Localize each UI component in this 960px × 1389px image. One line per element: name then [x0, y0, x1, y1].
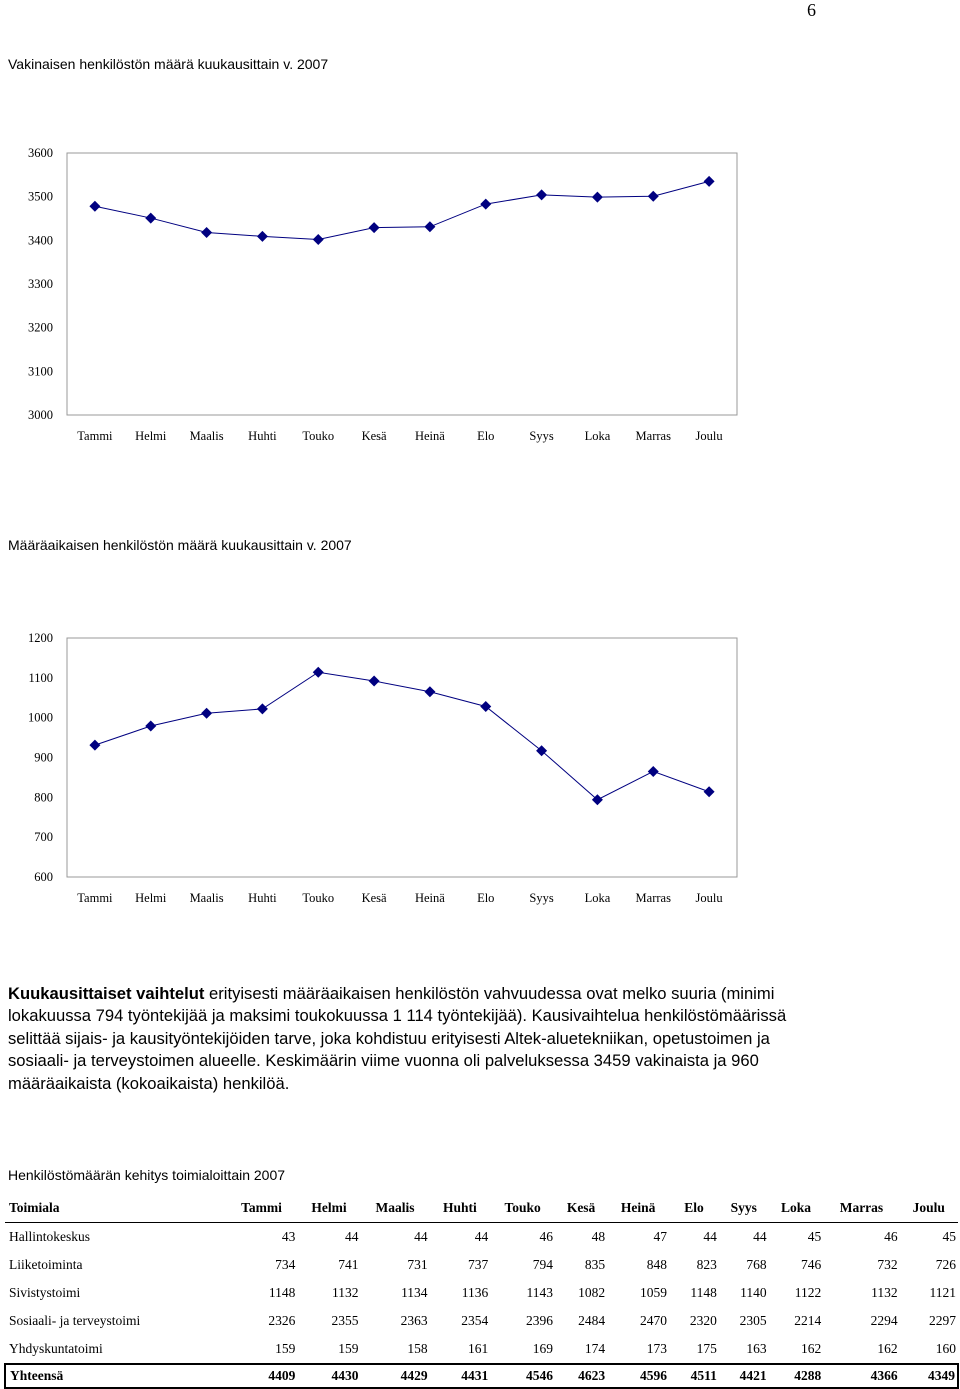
total-cell: 4431	[461, 1368, 489, 1383]
x-tick-label: Kesä	[361, 429, 387, 443]
table-cell: 746	[801, 1257, 822, 1272]
x-tick-label: Heinä	[414, 429, 445, 443]
col-header-month: Kesä	[566, 1200, 596, 1215]
page-number: 6	[807, 0, 816, 20]
table-cell: 794	[532, 1257, 553, 1272]
col-header-month: Tammi	[241, 1200, 282, 1215]
col-header-month: Heinä	[620, 1200, 656, 1215]
y-tick-label: 3000	[28, 408, 53, 422]
x-tick-label: Touko	[302, 891, 335, 905]
y-tick-label: 800	[34, 790, 53, 805]
x-tick-label: Marras	[635, 429, 671, 443]
table-cell: 174	[584, 1341, 606, 1356]
table-cell: 48	[591, 1229, 606, 1244]
y-tick-label: 1000	[28, 710, 53, 725]
table-cell: 44	[753, 1229, 767, 1244]
table-cell: 1148	[690, 1285, 717, 1300]
plot-area	[67, 153, 737, 415]
temporary-staff-line-chart	[0, 626, 760, 918]
total-cell: 4429	[400, 1368, 428, 1383]
table-cell: 173	[646, 1341, 668, 1356]
col-header-month: Joulu	[912, 1200, 945, 1215]
table-cell: 44	[414, 1229, 428, 1244]
row-label: Sivistystoimi	[9, 1285, 81, 1300]
y-tick-label: 1100	[28, 670, 53, 685]
total-cell: 4546	[525, 1368, 553, 1383]
table-cell: 1121	[929, 1285, 956, 1300]
y-tick-label: 3500	[28, 189, 53, 204]
x-tick-label: Joulu	[695, 891, 723, 905]
table-cell: 2363	[400, 1313, 428, 1328]
table-cell: 2326	[268, 1313, 296, 1328]
table-cell: 2470	[640, 1313, 668, 1328]
table-cell: 2484	[578, 1313, 606, 1328]
total-cell: 4288	[794, 1368, 822, 1383]
table-cell: 732	[877, 1257, 898, 1272]
y-tick-label: 3600	[28, 146, 53, 160]
total-label: Yhteensä	[10, 1368, 64, 1383]
table-cell: 175	[696, 1341, 717, 1356]
y-tick-label: 3100	[28, 364, 53, 379]
table-cell: 46	[884, 1229, 898, 1244]
table-cell: 835	[584, 1257, 606, 1272]
x-tick-label: Maalis	[189, 891, 224, 905]
table-cell: 159	[338, 1341, 359, 1356]
table-title: Henkilöstömäärän kehitys toimialoittain 2007	[8, 1167, 286, 1183]
plot-area	[67, 638, 737, 877]
chart-title-temporary: Määräaikaisen henkilöstön määrä kuukausittain v. 2007	[8, 537, 352, 553]
personnel-by-sector-table	[4, 1194, 959, 1389]
x-tick-label: Syys	[529, 891, 554, 905]
table-cell: 2355	[331, 1313, 359, 1328]
col-header-month: Maalis	[375, 1200, 415, 1215]
table-cell: 1140	[740, 1285, 767, 1300]
x-tick-label: Maalis	[189, 429, 224, 443]
col-header-month: Huhti	[443, 1200, 477, 1215]
x-tick-label: Heinä	[414, 891, 445, 905]
row-label: Liiketoiminta	[9, 1257, 83, 1272]
table-row	[5, 1223, 958, 1252]
table-cell: 726	[935, 1257, 956, 1272]
y-tick-label: 3300	[28, 277, 53, 291]
table-cell: 47	[653, 1229, 668, 1244]
body-rest: erityisesti määräaikaisen henkilöstön vahvuudessa ovat melko suuria (minimi lokakuussa 794 työntekijää ja maksimi toukokuussa 1 114 työntekijää). Kausivaihtelua henkilöstömäärissä selittää sijais- ja kausityöntekijöiden tarve, joka kohdistuu erityisesti Altek-aluetekniikan, opetustoimen ja sosiaali- ja terveystoimen alueelle. Keskimäärin viime vuonna oli palveluksessa 3459 vakinaista ja 960 määräaikaista (kokoaikaista) henkilöä.	[8, 984, 787, 1093]
table-cell: 1143	[526, 1285, 553, 1300]
y-tick-label: 3200	[28, 320, 53, 335]
table-cell: 44	[474, 1229, 489, 1244]
table-cell: 2320	[689, 1313, 717, 1328]
total-cell: 4623	[578, 1368, 606, 1383]
table-cell: 160	[935, 1341, 956, 1356]
row-label: Yhdyskuntatoimi	[9, 1341, 103, 1356]
table-cell: 2305	[739, 1313, 767, 1328]
table-cell: 823	[696, 1257, 717, 1272]
table-cell: 2297	[929, 1313, 956, 1328]
x-tick-label: Huhti	[248, 429, 277, 443]
y-tick-label: 3400	[28, 233, 53, 248]
permanent-staff-line-chart	[0, 140, 760, 450]
table-cell: 768	[746, 1257, 767, 1272]
table-cell: 731	[407, 1257, 428, 1272]
table-cell: 1122	[794, 1285, 822, 1300]
x-tick-label: Helmi	[135, 891, 167, 905]
table-cell: 2294	[870, 1313, 898, 1328]
chart-title-permanent: Vakinaisen henkilöstön määrä kuukausittain v. 2007	[8, 56, 329, 72]
x-tick-label: Helmi	[135, 429, 167, 443]
x-tick-label: Syys	[529, 429, 554, 443]
table-cell: 162	[801, 1341, 822, 1356]
total-cell: 4349	[928, 1368, 955, 1383]
total-cell: 4421	[739, 1368, 767, 1383]
total-cell: 4409	[268, 1368, 296, 1383]
x-tick-label: Marras	[635, 891, 671, 905]
col-header-month: Loka	[780, 1200, 811, 1215]
table-row	[5, 1335, 958, 1364]
y-tick-label: 900	[34, 750, 53, 765]
x-tick-label: Joulu	[695, 429, 723, 443]
body-paragraph	[8, 983, 820, 1095]
table-cell: 1132	[871, 1285, 898, 1300]
table-cell: 1132	[331, 1285, 359, 1300]
x-tick-label: Elo	[477, 891, 495, 905]
table-cell: 737	[467, 1257, 489, 1272]
table-cell: 2396	[525, 1313, 553, 1328]
x-tick-label: Tammi	[77, 891, 113, 905]
table-row	[5, 1251, 958, 1279]
table-row	[5, 1279, 958, 1307]
table-cell: 43	[281, 1229, 296, 1244]
table-cell: 1134	[401, 1285, 428, 1300]
table-cell: 848	[646, 1257, 668, 1272]
x-tick-label: Loka	[584, 429, 611, 443]
table-cell: 1082	[578, 1285, 606, 1300]
col-header-month: Elo	[684, 1200, 704, 1215]
x-tick-label: Touko	[302, 429, 335, 443]
col-header-sector: Toimiala	[9, 1200, 60, 1215]
table-cell: 161	[467, 1341, 489, 1356]
table-cell: 1059	[640, 1285, 668, 1300]
table-cell: 1136	[461, 1285, 489, 1300]
table-cell: 159	[275, 1341, 296, 1356]
x-tick-label: Loka	[584, 891, 611, 905]
col-header-month: Helmi	[311, 1200, 347, 1215]
col-header-month: Touko	[504, 1200, 541, 1215]
y-tick-label: 1200	[28, 631, 53, 645]
table-total-row	[5, 1364, 958, 1388]
table-cell: 162	[877, 1341, 898, 1356]
x-tick-label: Huhti	[248, 891, 277, 905]
table-cell: 2354	[461, 1313, 489, 1328]
table-cell: 45	[807, 1229, 822, 1244]
table-cell: 741	[338, 1257, 359, 1272]
table-cell: 2214	[794, 1313, 822, 1328]
total-cell: 4596	[640, 1368, 668, 1383]
col-header-month: Marras	[839, 1200, 884, 1215]
table-cell: 158	[407, 1341, 428, 1356]
total-cell: 4366	[870, 1368, 898, 1383]
table-cell: 163	[746, 1341, 767, 1356]
y-tick-label: 700	[34, 830, 53, 845]
body-lead-bold: Kuukausittaiset vaihtelut	[8, 984, 205, 1003]
row-label: Hallintokeskus	[9, 1229, 90, 1244]
table-cell: 44	[344, 1229, 359, 1244]
table-cell: 45	[942, 1229, 956, 1244]
table-header-row	[5, 1194, 958, 1223]
table-row	[5, 1307, 958, 1335]
table-cell: 734	[275, 1257, 296, 1272]
table-cell: 169	[532, 1341, 553, 1356]
y-tick-label: 600	[34, 870, 53, 884]
col-header-month: Syys	[730, 1200, 757, 1215]
x-tick-label: Kesä	[361, 891, 387, 905]
table-cell: 1148	[268, 1285, 296, 1300]
total-cell: 4511	[690, 1368, 717, 1383]
x-tick-label: Elo	[477, 429, 495, 443]
table-cell: 46	[539, 1229, 553, 1244]
x-tick-label: Tammi	[77, 429, 113, 443]
total-cell: 4430	[331, 1368, 359, 1383]
table-cell: 44	[703, 1229, 717, 1244]
row-label: Sosiaali- ja terveystoimi	[9, 1313, 141, 1328]
